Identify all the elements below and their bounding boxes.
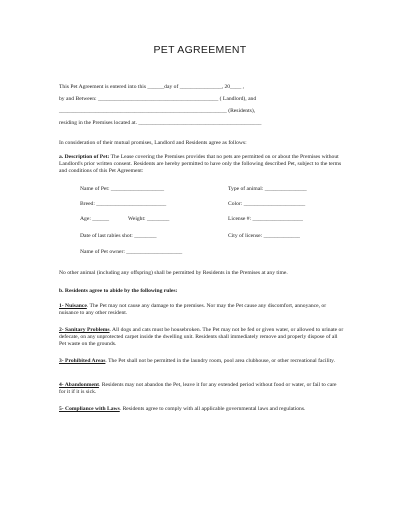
rule-text: . The Pet shall not be permitted in the laundry room, pool area clubhouse, or other recreational facility. (105, 358, 336, 364)
rule-text: . Residents agree to comply with all applicable governmental laws and regulations. (119, 406, 306, 412)
rule-3 (59, 358, 344, 365)
field-name-of-pet: Name of Pet: ___________________ (80, 186, 165, 192)
rule-text: . All dogs and cats must be housebroken. The Pet may not be fed or given water, or allowed to urinate or defecate, on any unprotected carpet inside the dwelling unit. Residents shall immediately remove and properly dispose of all Pet waste on the grounds. (59, 327, 344, 348)
rule-label: 4- Abandonment (59, 382, 99, 388)
field-city-license: City of license: _____________ (228, 233, 300, 239)
field-type-of-animal: Type of animal: _______________ (228, 186, 307, 192)
rule-text: . Residents may not abandon the Pet, leave it for any extended period without food or water, or fail to care for it if it is sick. (59, 382, 337, 396)
intro-line-date: This Pet Agreement is entered into this ______day of _______________, 20____ , (59, 84, 245, 90)
rule-label: 2- Sanitary Problems (59, 327, 110, 333)
intro-line-residents: ____________________________________________________________ (Residents), (59, 108, 256, 114)
field-age: Age: ______ (80, 216, 110, 222)
rule-label: 3- Prohibited Areas (59, 358, 106, 364)
intro-line-landlord: by and Between: ___________________________________________ ( Landlord), and (59, 96, 257, 102)
section-a-paragraph (59, 154, 344, 176)
rule-4 (59, 382, 344, 396)
rule-text: . The Pet may not cause any damage to the premises. Nor may the Pet cause any discomfort, annoyance, or nuisance to any other resident. (59, 303, 327, 317)
rule-1 (59, 303, 344, 317)
rule-label: 1- Nuisance (59, 303, 87, 309)
rule-5 (59, 406, 344, 413)
field-license: License #: __________________ (228, 216, 303, 222)
rule-2 (59, 327, 344, 349)
consideration-text: In consideration of their mutual promises, Landlord and Residents agree as follows: (59, 140, 247, 146)
document-title: PET AGREEMENT (153, 44, 247, 56)
section-a-text: The Lease covering the Premises provides that no pets are permitted on or about the Premises without Landlord's prior written consent. Residents are hereby permitted to have only the following described Pet, subject to the terms and conditions of this Pet Agreement: (59, 154, 342, 175)
field-breed: Breed: _________________________ (80, 201, 167, 207)
rules-heading: b. Residents agree to abide by the following rules: (59, 288, 178, 294)
field-rabies-shot: Date of last rabies shot: ________ (80, 233, 157, 239)
field-pet-owner: Name of Pet owner: ____________________ (80, 249, 183, 255)
section-a-heading: a. Description of Pet: (59, 154, 110, 160)
field-weight: Weight: ________ (128, 216, 170, 222)
no-other-animal-text: No other animal (including any offspring) shall be permitted by Residents in the Premises at any time. (59, 270, 288, 276)
rule-label: 5- Compliance with Laws (59, 406, 120, 412)
field-color: Color: ______________________ (228, 201, 306, 207)
intro-line-premises: residing in the Premises located at. ____________________________________________ (59, 120, 262, 126)
